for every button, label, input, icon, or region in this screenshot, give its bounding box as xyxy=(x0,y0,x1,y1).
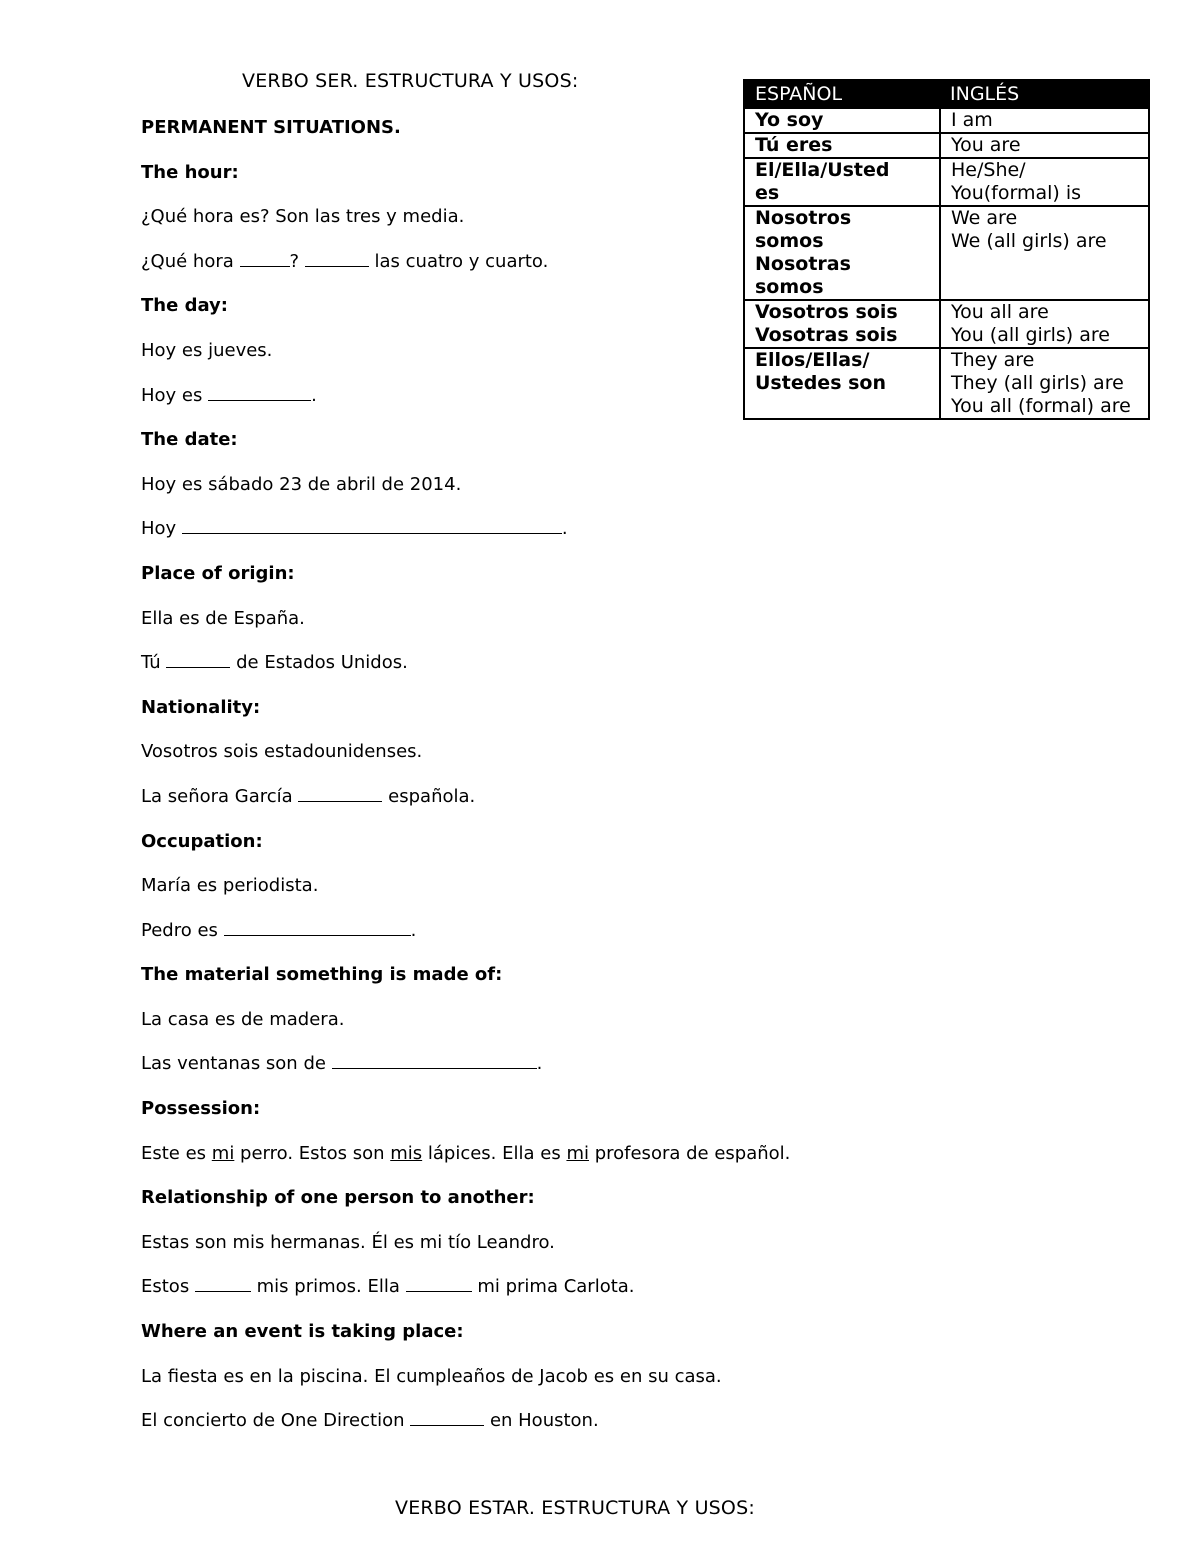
text: perro. Estos son xyxy=(234,1142,391,1164)
underlined-word: mi xyxy=(566,1142,589,1164)
text: en Houston. xyxy=(484,1410,599,1432)
fill-in-blank[interactable] xyxy=(305,250,369,267)
spanish-form: Vosotros sois xyxy=(755,301,898,323)
example-sentence xyxy=(141,1142,841,1187)
fill-in-blank[interactable] xyxy=(298,785,382,802)
exercise-sentence xyxy=(141,250,841,295)
section-heading: Relationship of one person to another: xyxy=(141,1187,535,1209)
example-sentence: La casa es de madera. xyxy=(141,1008,345,1030)
exercise-column xyxy=(141,116,841,1454)
english-translation: You (all girls) are xyxy=(951,324,1110,346)
text: ¿Qué hora xyxy=(141,250,240,272)
english-translation: They (all girls) are xyxy=(951,372,1124,394)
text: mis primos. Ella xyxy=(250,1276,406,1298)
header-english: INGLÉS xyxy=(940,80,1149,108)
spanish-form: somos xyxy=(755,230,824,252)
exercise-sentence xyxy=(141,1409,841,1454)
fill-in-blank[interactable] xyxy=(406,1275,472,1292)
english-cell xyxy=(940,133,1149,158)
text: . xyxy=(536,1053,543,1075)
fill-in-blank[interactable] xyxy=(224,919,411,936)
english-translation: You(formal) is xyxy=(951,182,1082,204)
text: lápices. Ella es xyxy=(422,1142,567,1164)
text: Hoy es xyxy=(141,384,209,406)
section-heading: Occupation: xyxy=(141,830,263,852)
underlined-word: mis xyxy=(390,1142,423,1164)
fill-in-blank[interactable] xyxy=(195,1275,251,1292)
exercise-sentence xyxy=(141,517,841,562)
example-sentence: Hoy es sábado 23 de abril de 2014. xyxy=(141,473,462,495)
section-heading: PERMANENT SITUATIONS. xyxy=(141,117,401,138)
english-translation: I am xyxy=(951,109,993,131)
english-cell xyxy=(940,206,1149,300)
text: Hoy xyxy=(141,518,182,540)
exercise-sentence xyxy=(141,384,841,429)
text: El concierto de One Direction xyxy=(141,1410,411,1432)
section-heading: Possession: xyxy=(141,1098,261,1120)
spanish-form: Ustedes son xyxy=(755,372,887,394)
table-header-row xyxy=(744,80,1149,108)
example-sentence: María es periodista. xyxy=(141,875,319,897)
english-translation: You all are xyxy=(951,301,1049,323)
example-sentence: La fiesta es en la piscina. El cumpleaños de Jacob es en su casa. xyxy=(141,1365,722,1387)
english-cell xyxy=(940,158,1149,206)
text: . xyxy=(561,518,568,540)
english-translation: You all (formal) are xyxy=(951,395,1131,417)
text: española. xyxy=(382,785,476,807)
fill-in-blank[interactable] xyxy=(332,1052,537,1069)
section-heading: The material something is made of: xyxy=(141,964,503,986)
fill-in-blank[interactable] xyxy=(240,250,290,267)
section-heading: Place of origin: xyxy=(141,562,295,584)
header-spanish: ESPAÑOL xyxy=(744,80,940,108)
english-translation: You are xyxy=(951,134,1021,156)
spanish-form: Tú eres xyxy=(755,134,833,156)
section-heading: The day: xyxy=(141,295,228,317)
fill-in-blank[interactable] xyxy=(166,651,230,668)
fill-in-blank[interactable] xyxy=(208,384,311,401)
section-heading: Where an event is taking place: xyxy=(141,1321,464,1343)
example-sentence: Estas son mis hermanas. Él es mi tío Leandro. xyxy=(141,1231,555,1253)
english-cell xyxy=(940,108,1149,133)
example-sentence: ¿Qué hora es? Son las tres y media. xyxy=(141,206,465,228)
example-sentence: Hoy es jueves. xyxy=(141,339,273,361)
spanish-form: Nosotros xyxy=(755,207,852,229)
english-translation: He/She/ xyxy=(951,159,1026,181)
exercise-sentence xyxy=(141,919,841,964)
exercise-sentence xyxy=(141,785,841,830)
spanish-form: Ellos/Ellas/ xyxy=(755,349,870,371)
text: profesora de español. xyxy=(588,1142,791,1164)
section-heading: The date: xyxy=(141,429,238,451)
english-cell xyxy=(940,300,1149,348)
text: La señora García xyxy=(141,785,299,807)
text: Pedro es xyxy=(141,919,224,941)
text: . xyxy=(410,919,417,941)
english-translation: We (all girls) are xyxy=(951,230,1107,252)
text: Este es xyxy=(141,1142,212,1164)
spanish-form: Nosotras xyxy=(755,253,851,275)
exercise-sentence xyxy=(141,1052,841,1097)
english-translation: We are xyxy=(951,207,1018,229)
exercise-sentence xyxy=(141,651,841,696)
spanish-form: Yo soy xyxy=(755,109,824,131)
text: ? xyxy=(289,250,305,272)
spanish-form: Vosotras sois xyxy=(755,324,898,346)
text: mi prima Carlota. xyxy=(471,1276,635,1298)
text: Tú xyxy=(141,652,167,674)
example-sentence: Ella es de España. xyxy=(141,607,305,629)
example-sentence: Vosotros sois estadounidenses. xyxy=(141,741,423,763)
fill-in-blank[interactable] xyxy=(410,1409,484,1426)
text: las cuatro y cuarto. xyxy=(368,250,549,272)
spanish-form: somos xyxy=(755,276,824,298)
section-heading: The hour: xyxy=(141,161,239,183)
text: Estos xyxy=(141,1276,195,1298)
exercise-sentence xyxy=(141,1275,841,1320)
spanish-form: El/Ella/Usted xyxy=(755,159,890,181)
fill-in-blank[interactable] xyxy=(182,517,562,534)
text: Las ventanas son de xyxy=(141,1053,332,1075)
english-cell xyxy=(940,348,1149,419)
spanish-form: es xyxy=(755,182,780,204)
underlined-word: mi xyxy=(211,1142,235,1164)
text: de Estados Unidos. xyxy=(230,652,408,674)
section-title-estar: VERBO ESTAR. ESTRUCTURA Y USOS: xyxy=(395,1497,755,1519)
page-title: VERBO SER. ESTRUCTURA Y USOS: xyxy=(242,70,579,92)
text: . xyxy=(311,384,317,406)
section-heading: Nationality: xyxy=(141,696,261,718)
english-translation: They are xyxy=(951,349,1035,371)
